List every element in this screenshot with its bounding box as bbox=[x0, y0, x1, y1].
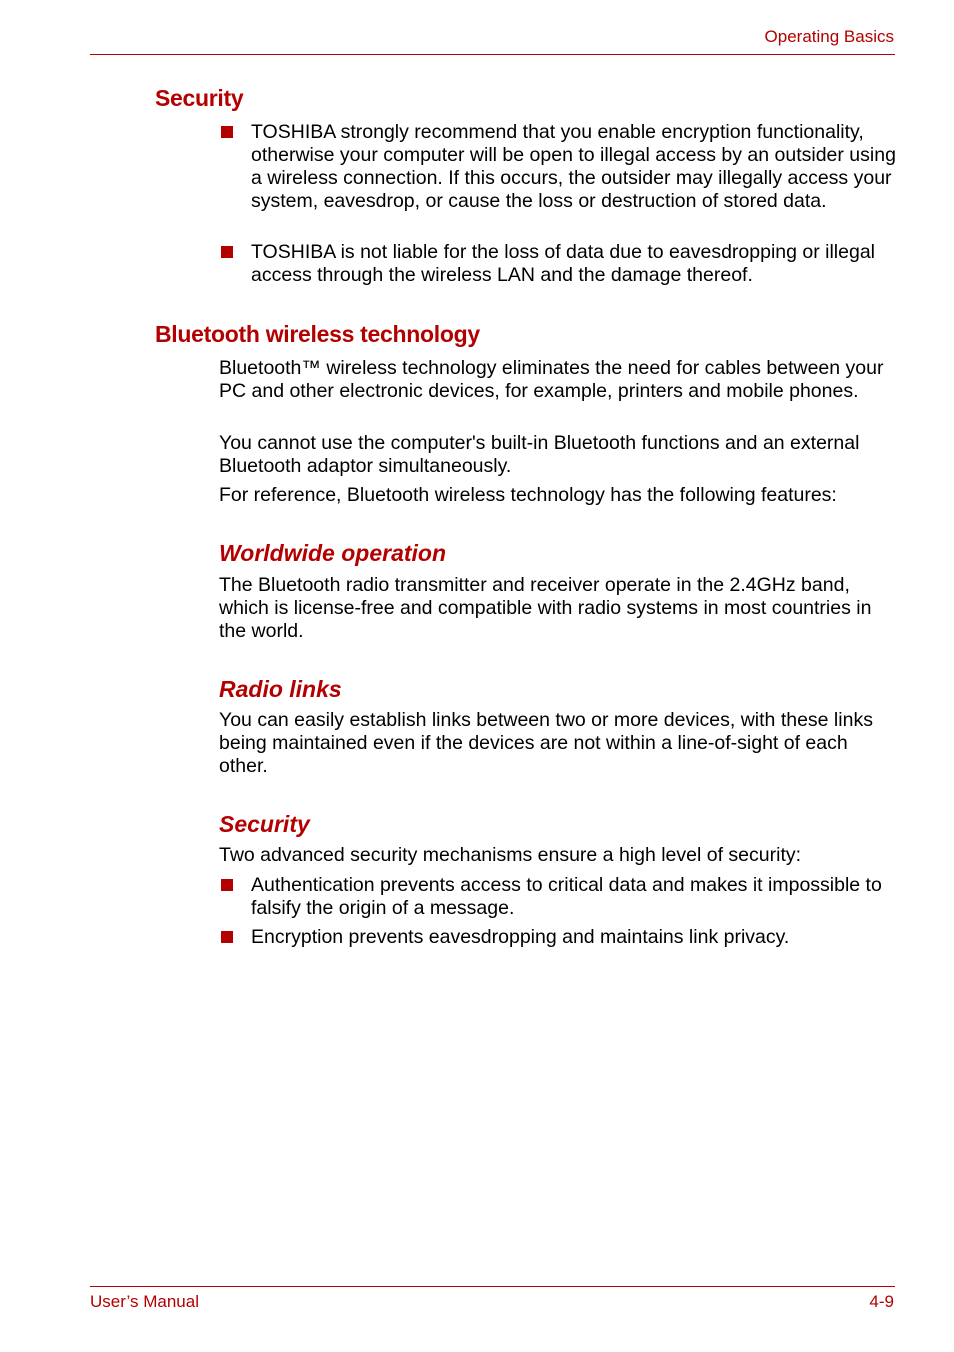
bullet-text: TOSHIBA strongly recommend that you enable encryption functionality, otherwise your computer will be open to illegal access by an outsider using a wireless connection. If this occurs, the outsider may illegally access your system, eavesdrop, or cause the loss or destruction of stored data. bbox=[251, 121, 896, 212]
page-number: 4-9 bbox=[869, 1292, 894, 1311]
radio-links-heading: Radio links bbox=[219, 676, 342, 702]
bluetooth-security-heading: Security bbox=[219, 811, 310, 837]
bluetooth-heading: Bluetooth wireless technology bbox=[155, 321, 480, 347]
bullet-square-icon bbox=[221, 126, 233, 138]
security-heading: Security bbox=[155, 85, 244, 111]
header-title: Operating Basics bbox=[764, 27, 894, 46]
footer-manual-title: User’s Manual bbox=[90, 1292, 199, 1311]
list-item bbox=[219, 121, 899, 213]
bullet-square-icon bbox=[221, 931, 233, 943]
bluetooth-adaptor-paragraph: You cannot use the computer's built-in Bluetooth functions and an external Bluetooth adaptor simultaneously. bbox=[219, 432, 860, 477]
bullet-text: Authentication prevents access to critical data and makes it impossible to falsify the origin of a message. bbox=[251, 874, 882, 919]
worldwide-operation-paragraph: The Bluetooth radio transmitter and receiver operate in the 2.4GHz band, which is license-free and compatible with radio systems in most countries in the world. bbox=[219, 574, 872, 642]
bullet-text: Encryption prevents eavesdropping and maintains link privacy. bbox=[251, 926, 790, 948]
bullet-square-icon bbox=[221, 879, 233, 891]
footer-rule bbox=[90, 1286, 895, 1287]
bluetooth-intro-paragraph: Bluetooth™ wireless technology eliminates the need for cables between your PC and other electronic devices, for example, printers and mobile phones. bbox=[219, 357, 884, 402]
list-item bbox=[219, 926, 899, 949]
bluetooth-security-intro: Two advanced security mechanisms ensure a high level of security: bbox=[219, 844, 802, 866]
radio-links-paragraph: You can easily establish links between two or more devices, with these links being maintained even if the devices are not within a line-of-sight of each other. bbox=[219, 709, 873, 777]
worldwide-operation-heading: Worldwide operation bbox=[219, 540, 447, 566]
list-item bbox=[219, 241, 899, 287]
list-item bbox=[219, 874, 899, 920]
bullet-text: TOSHIBA is not liable for the loss of data due to eavesdropping or illegal access through the wireless LAN and the damage thereof. bbox=[251, 241, 876, 286]
bullet-square-icon bbox=[221, 246, 233, 258]
header-rule bbox=[90, 54, 895, 55]
bluetooth-features-paragraph: For reference, Bluetooth wireless technology has the following features: bbox=[219, 484, 837, 506]
